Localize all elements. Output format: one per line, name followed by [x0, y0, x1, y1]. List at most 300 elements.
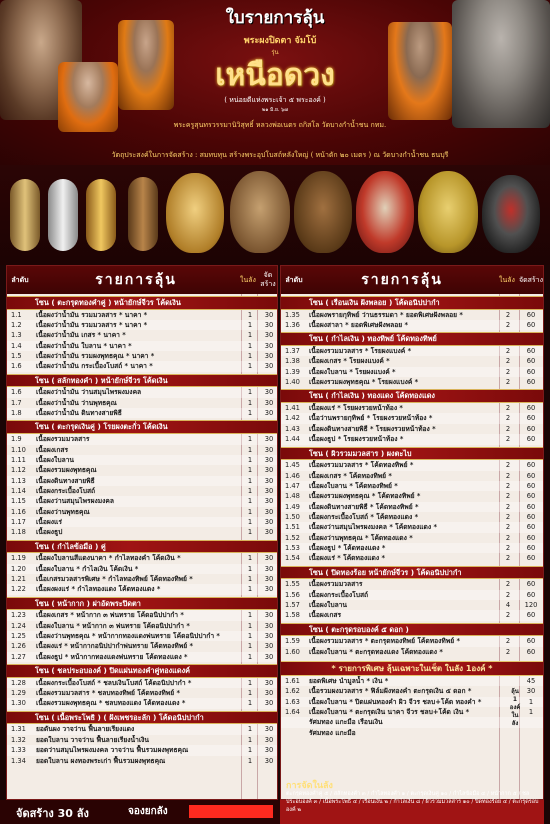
row-total: 60: [526, 502, 536, 511]
column-title: รายการลุ้น: [95, 271, 177, 288]
row-item: เนื้อผงว่าน้ำมัน กระเบื้องโบสถ์ * นาคา *: [36, 362, 153, 371]
table-row: [7, 351, 277, 361]
column-total: จัดสร้าง: [260, 271, 276, 288]
row-item: เนื้อผงแร่ * โค้ดทองแดง *: [309, 554, 385, 563]
row-count: 2: [505, 580, 511, 589]
table-row: [281, 590, 543, 600]
amulet-image: [294, 171, 352, 253]
row-count: 2: [505, 310, 511, 319]
row-number: 1.56: [285, 590, 300, 599]
table-row: [7, 610, 277, 620]
row-number: 1.31: [11, 725, 26, 734]
row-number: 1.11: [11, 455, 26, 464]
row-item: เนื้อผงธูป * หน้ากากทองแดงพ่นทราย โค้ดทองแดง *: [36, 652, 188, 661]
row-item: เนื้อผงเกสร: [309, 611, 342, 620]
row-count: 4: [505, 601, 511, 609]
row-count: 1: [247, 585, 253, 594]
table-row: [281, 502, 543, 512]
zone-header: โซน ( กำไลเงิน ) ทองทิพย์ โค้ดทองทิพย์: [281, 332, 543, 346]
table-row: [281, 424, 543, 434]
table-row: [281, 346, 543, 356]
row-number: 1.22: [11, 585, 26, 594]
row-total: 30: [264, 362, 274, 371]
column-title: รายการลุ้น: [361, 271, 443, 288]
table-row: [281, 686, 543, 696]
table-row: [281, 481, 543, 491]
header-banner: [0, 0, 550, 170]
row-item: เนื้อผงว่าน้ำมัน ใบลาน * นาคา *: [36, 341, 132, 350]
row-count: 1: [247, 331, 253, 340]
row-number: 1.10: [11, 445, 26, 454]
zone-header: โซน ( เรือนเงิน ฝังพลอย ) โค้ดอนิปปากำ: [281, 296, 543, 310]
row-count: 1: [247, 321, 253, 330]
row-count: 1: [247, 699, 253, 708]
table-row: [281, 356, 543, 366]
contact-title: การจัดในลัง: [286, 781, 333, 791]
amulet-gallery: [0, 165, 550, 265]
row-total: 60: [526, 321, 536, 330]
list-panel-right: [280, 265, 544, 800]
row-total: 30: [264, 689, 274, 698]
row-item: เนื้อผงว่าน้ำมัน ดินทางสายพิธี: [36, 409, 122, 418]
row-number: 1.29: [11, 689, 26, 698]
list-header: [281, 266, 543, 294]
row-item: เนื้อว่านพรายกุทิพย์ * โรยผงรวยหน้าท้อง *: [309, 414, 433, 423]
table-row: [7, 584, 277, 594]
row-count: 1: [247, 352, 253, 361]
row-number: 1.45: [285, 461, 300, 470]
table-row: [7, 631, 277, 641]
row-item: เนื้อผงรวมผงพุทธคุณ * โค้ดทองทิพย์ *: [309, 492, 421, 501]
row-total: 30: [264, 331, 274, 340]
row-count: 2: [505, 404, 511, 413]
row-total: 30: [264, 388, 274, 397]
row-count: 2: [505, 637, 511, 646]
row-number: 1.17: [11, 517, 26, 526]
row-number: 1.25: [11, 632, 26, 641]
model-prefix: รุ่น: [271, 49, 279, 56]
row-number: 1.23: [11, 611, 26, 620]
row-number: 1.6: [11, 362, 22, 371]
row-total: 60: [526, 512, 536, 521]
table-row: [281, 471, 543, 481]
table-row: [281, 413, 543, 423]
row-total: 30: [264, 409, 274, 418]
row-count: 1: [247, 689, 253, 698]
row-item: เนื้อผงว่าน้ำมัน รวมผงพุทธคุณ * นาคา *: [36, 352, 155, 361]
column-no: ลำดับ: [285, 275, 303, 284]
table-row: [7, 496, 277, 506]
row-total: 60: [526, 580, 536, 589]
row-count: 1: [247, 435, 253, 444]
subtitle: พระผงปิดตา จัมโบ้: [243, 36, 317, 46]
row-count: 1: [247, 388, 253, 397]
row-total: 60: [526, 357, 536, 366]
row-count: 1: [247, 455, 253, 464]
row-number: 1.8: [11, 409, 22, 418]
row-total: 60: [526, 554, 536, 563]
row-item: ยอดพิเศษ นำมูลน้ำ * เงิน *: [309, 677, 389, 686]
table-row: [7, 678, 277, 688]
row-count: 1: [247, 517, 253, 526]
row-item: เนื้อผงดินทางสายพิธี * โรยผงรวยหน้าท้อง *: [309, 424, 436, 433]
table-row: [7, 517, 277, 527]
table-row: [281, 697, 543, 707]
zone-header: โซน ( สลักทองคำ ) หน้ายักษ์จีวร โค้ดเงิน: [7, 374, 277, 388]
table-row: [7, 310, 277, 320]
contact-text: ตะกรุดทองคำคู่ ๕ / สลักทองคำ ๓ / กำไลทองคำ ๑ / ตะกรุดเงินคู่ ๑๐ / กำไลข้อมือ ๔ / หน้ากาก ๕ / ชลประอบองค์ ๓ / เนื้อพระโพธิ ๔ / เรือนเงิน ๒ / กำไลเงิน ๘ / ผิวรวมมวลสาร ๑๐ / ปิดทองร้อย ๔ / ตะกรุดรอบองค์ ๒: [286, 791, 539, 813]
special-list: [281, 676, 543, 738]
table-row: [281, 491, 543, 501]
monk-photo: [58, 62, 118, 132]
row-number: 1.46: [285, 471, 300, 480]
row-item: เนื้อผงใบลาน: [36, 455, 74, 464]
row-total: 30: [264, 486, 274, 495]
monk-names: พระครูสุนทรวรรมานิวิสุทธิ์ หลวงพ่อเนตร ถกิสโล วัดบางกำน้ำชน กทม.: [173, 121, 387, 129]
table-row: [281, 600, 543, 610]
row-number: 1.53: [285, 543, 300, 552]
row-item: เนื้อผงผงแร่ * กำไลทองแดง โค้ดทองแดง *: [36, 585, 161, 594]
row-total: 60: [526, 523, 536, 532]
table-row: [281, 533, 543, 543]
row-count: 2: [505, 611, 511, 620]
row-number: 1.4: [11, 341, 22, 350]
row-total: 30: [264, 642, 274, 651]
row-item: เนื้อผงเกสร * หน้ากาก ๓ พ่นทราย โค้ดอนิปปากำ *: [36, 611, 184, 620]
table-row: [281, 434, 543, 444]
row-count: 1: [247, 310, 253, 319]
zone-header: โซน ( กำไลข้อมือ ) คู่: [7, 540, 277, 554]
row-total: 60: [526, 637, 536, 646]
row-item: เนื้อผงแร่ * โรยผงรวยหน้าท้อง *: [309, 404, 403, 413]
table-row: [281, 636, 543, 646]
row-count: 2: [505, 321, 511, 330]
row-item: เนื้อผงรวมมวลสาร: [36, 435, 90, 444]
row-number: 1.49: [285, 502, 300, 511]
row-total: 30: [264, 398, 274, 407]
table-row: [7, 398, 277, 408]
table-row: [281, 610, 543, 620]
zone-header: โซน ( ตะกรุดทองคำคู่ ) หน้ายักษ์จีวร โค้ดเงิน: [7, 296, 277, 310]
row-count: 1: [247, 362, 253, 371]
row-total: 30: [264, 341, 274, 350]
row-count: 2: [505, 481, 511, 490]
row-item: เนื้อผงรวมมวลสาร: [309, 580, 363, 589]
row-item: เนื้อผงกระเบื้องโบสถ์ * ชลบเงินโบสถ์ โค้ดอนิปปากำ *: [36, 678, 192, 687]
row-item: เนื้อผงเกสร: [36, 445, 69, 454]
row-count: 1: [247, 564, 253, 573]
row-number: 1.39: [285, 367, 300, 376]
row-number: 1.63: [285, 697, 300, 706]
row-count: 1: [247, 632, 253, 641]
zone-header: โซน ( ชลประอบองค์ ) ปิดแผ่นทองคำคู่ทองแดงค์: [7, 664, 277, 678]
zone-header: โซน ( ผิวรวมมวลสาร ) ผงตะไบ: [281, 447, 543, 461]
row-item: เนื้อผงรวมมวลสาร * ตะกรุดทองทิพย์ โค้ดทองทิพย์ *: [309, 637, 460, 646]
table-row: [7, 652, 277, 662]
set-note-word: องค์: [509, 704, 521, 712]
row-number: 1.20: [11, 564, 26, 573]
table-row: [7, 445, 277, 455]
table-row: [281, 543, 543, 553]
row-total: 30: [264, 321, 274, 330]
zone-header: โซน ( ปิดทองร้อย หน้ายักษ์จีวร ) โค้ดอนิปปากำ: [281, 566, 543, 580]
row-item: เนื้อผงว่าน้ำมัน รวมมวลสาร * นาคา *: [36, 321, 148, 330]
row-total: 60: [526, 378, 536, 387]
row-total: 30: [264, 621, 274, 630]
row-count: 2: [505, 554, 511, 563]
row-count: 1: [247, 642, 253, 651]
row-total: 60: [526, 471, 536, 480]
row-count: 2: [505, 523, 511, 532]
row-count: 2: [505, 367, 511, 376]
row-number: 1.35: [285, 310, 300, 319]
row-item: เนื้อผงว่านพุทธคุณ: [36, 507, 90, 516]
table-row: [7, 527, 277, 537]
row-count: 1: [247, 507, 253, 516]
column-count: ในลัง: [499, 275, 515, 284]
row-total: 30: [264, 735, 274, 744]
row-item: เนื้อผงกระเบื้องโบสถ์: [36, 486, 96, 495]
amulet-image: [128, 177, 158, 251]
table-row: [281, 728, 543, 738]
row-number: 1.61: [285, 677, 300, 686]
row-item: เนื้อผงว่านพุทธคุณ * หน้ากากทองแดงพ่นทราย โค้ดอนิปปากำ *: [36, 632, 220, 641]
row-total: 30: [264, 756, 274, 765]
reserve-label: จองยกลัง: [128, 806, 168, 817]
row-count: 2: [505, 512, 511, 521]
zone-header: โซน ( หน้ากาก ) ฝาอัดพระปิดตา: [7, 597, 277, 611]
amulet-image: [86, 179, 116, 251]
row-number: 1.42: [285, 414, 300, 423]
row-item: เนื้อผงพรายกุทิพย์ ว่านธรรมดา * ยอดพิเศษฝังพลอย *: [309, 310, 463, 319]
table-row: [281, 320, 543, 330]
list-rows: [7, 294, 277, 766]
row-number: 1.9: [11, 435, 22, 444]
row-total: 60: [526, 310, 536, 319]
table-row: [7, 320, 277, 330]
row-item: เนื้อผงแร่ * หน้ากากอนิปปากำพ่นทราย โค้ดทองทิพย์ *: [36, 642, 193, 651]
row-number: 1.19: [11, 554, 26, 563]
row-total: 60: [526, 367, 536, 376]
row-number: 1.33: [11, 746, 26, 755]
row-total: 30: [264, 528, 274, 537]
table-row: [281, 647, 543, 657]
row-number: 1.54: [285, 554, 300, 563]
row-total: 60: [526, 543, 536, 552]
row-count: 1: [247, 341, 253, 350]
set-note-word: 1: [512, 696, 518, 704]
row-total: 60: [526, 590, 536, 599]
row-item: เนื้อผงแร่: [36, 517, 62, 526]
row-count: 1: [247, 486, 253, 495]
table-row: [7, 361, 277, 371]
row-item: ยอดใบลาน ผงทองพระเก่า ฟื้นรวมผงพุทธคุณ: [36, 756, 166, 765]
special-header: * รายการพิเศษ ลุ้นเฉพาะในเซ็ต ในลัง 1องค์ *: [281, 661, 543, 676]
monk-photo: [388, 22, 452, 120]
zone-header: โซน ( เนื้อพระโพธิ ) ( ฝังเพชรอะลัก ) โค้ดอนิปปากำ: [7, 711, 277, 725]
row-total: 60: [526, 611, 536, 620]
table-row: [7, 641, 277, 651]
list-panel-left: [6, 265, 278, 800]
row-count: 2: [505, 471, 511, 480]
monk-statue-photo: [452, 0, 550, 128]
row-number: 1.40: [285, 378, 300, 387]
row-count: 2: [505, 492, 511, 501]
row-number: 1.58: [285, 611, 300, 620]
amulet-image: [482, 175, 540, 253]
row-count: 1: [247, 574, 253, 583]
row-count: 2: [505, 357, 511, 366]
date-label: ๒๑ มิ.ย. ๖๗: [262, 107, 288, 113]
production-total: จัดสร้าง 30 ลัง: [16, 807, 89, 820]
row-item: เนื้อผงธูป * โค้ดทองแดง *: [309, 543, 386, 552]
row-number: 1.50: [285, 512, 300, 521]
row-count: 2: [505, 533, 511, 542]
redacted-contact: [189, 805, 273, 818]
table-row: [7, 455, 277, 465]
row-total: 30: [264, 574, 274, 583]
row-item: เนื้อผงว่าน้ำมัน ว่านสมุนไพรผงมงคล: [36, 388, 142, 397]
table-row: [7, 756, 277, 766]
row-total: 30: [264, 554, 274, 563]
column-no: ลำดับ: [11, 275, 29, 284]
table-row: [7, 698, 277, 708]
row-number: 1.55: [285, 580, 300, 589]
row-item: เนื้อผงรวมผงพุทธคุณ * โรยผงแบงค์ *: [309, 378, 419, 387]
list-rows: [281, 294, 543, 738]
row-number: 1.62: [285, 687, 300, 696]
row-item: เนื้อผงว่านพุทธคุณ * โค้ดทองแดง *: [309, 533, 413, 542]
row-item: เนื้อผงเกสร * โค้ดทองทิพย์ *: [309, 471, 392, 480]
row-count: 1: [247, 621, 253, 630]
row-total: 30: [526, 687, 536, 696]
row-total: 60: [526, 404, 536, 413]
row-item: เนื้อผงกระเบื้องโบสถ์ * โค้ดทองแดง *: [309, 512, 419, 521]
row-total: 30: [264, 445, 274, 454]
row-item: เนื้อผงว่าน้ำมัน รวมมวลสาร * นาคา *: [36, 310, 148, 319]
row-total: 30: [264, 352, 274, 361]
row-item: เนื้อผงว่าน้ำมัน เกสร * นาคา *: [36, 331, 126, 340]
row-count: 2: [505, 590, 511, 599]
model-note: ( หน่อยตีแห่งพระเจ้า ๕ พระองค์ ): [224, 96, 326, 104]
column-total: จัดสร้าง: [518, 275, 544, 284]
row-number: 1.60: [285, 647, 300, 656]
row-total: 60: [526, 647, 536, 656]
row-count: 2: [505, 347, 511, 356]
row-item: ยอดันผง วาจว่าน ฟื้นลายเรียงแดง: [36, 725, 135, 734]
table-row: [281, 522, 543, 532]
row-count: 2: [505, 502, 511, 511]
row-total: 30: [264, 652, 274, 661]
row-total: 30: [264, 455, 274, 464]
row-item: เนื้อผงกระเบื้องโบสถ์: [309, 590, 369, 599]
row-item: เนื้อผงใบลาน * ตะกรุดทองแดง โค้ดทองแดง *: [309, 647, 443, 656]
row-number: 1.3: [11, 331, 22, 340]
row-number: 1.37: [285, 347, 300, 356]
row-total: 60: [526, 481, 536, 490]
row-count: 1: [247, 678, 253, 687]
row-number: 1.59: [285, 637, 300, 646]
table-row: [281, 579, 543, 589]
amulet-image: [48, 179, 78, 251]
row-count: 1: [247, 725, 253, 734]
row-count: 1: [247, 497, 253, 506]
row-count: 2: [505, 414, 511, 423]
row-number: 1.47: [285, 481, 300, 490]
row-number: 1.38: [285, 357, 300, 366]
row-item: รัศมทอง แกะมือ เรือนเงิน: [309, 718, 383, 727]
row-count: 1: [247, 409, 253, 418]
row-count: 1: [247, 466, 253, 475]
table-row: [7, 574, 277, 584]
zone-header: โซน ( ตะกรุดเงินคู่ ) โรยผงตะกั่ว โค้ดเงิน: [7, 420, 277, 434]
row-total: 45: [526, 677, 536, 686]
table-row: [281, 403, 543, 413]
row-total: 30: [264, 310, 274, 319]
row-item: เนื้อผงใบลานสีแดงนาคา * กำไลทองคำ โค้ดเงิน *: [36, 554, 181, 563]
row-count: 2: [505, 647, 511, 656]
row-item: เนื้อผงสาลา * ยอดพิเศษฝังพลอย *: [309, 321, 408, 330]
monk-photo: [118, 20, 174, 110]
row-number: 1.36: [285, 321, 300, 330]
row-number: 1.15: [11, 497, 26, 506]
row-count: 1: [247, 445, 253, 454]
set-note-word: ลุ้น: [511, 688, 519, 696]
row-item: เนื้อผงรวมมวลสาร * โรยผงแบงค์ *: [309, 347, 412, 356]
row-total: 60: [526, 533, 536, 542]
row-item: เนื้อผงธูป * โรยผงรวยหน้าท้อง *: [309, 435, 404, 444]
row-count: 1: [247, 398, 253, 407]
row-count: 1: [247, 746, 253, 755]
row-item: เนื้อผงธูป: [36, 528, 63, 537]
list-header: [7, 266, 277, 294]
row-number: 1.7: [11, 398, 22, 407]
row-number: 1.13: [11, 476, 26, 485]
row-number: 1.43: [285, 424, 300, 433]
row-number: 1.51: [285, 523, 300, 532]
table-row: [7, 724, 277, 734]
row-total: 30: [264, 611, 274, 620]
row-total: 30: [264, 725, 274, 734]
row-total: 30: [264, 507, 274, 516]
row-item: เนื้อผงใบลาน: [309, 601, 347, 609]
row-total: 30: [264, 466, 274, 475]
row-count: 2: [505, 378, 511, 387]
table-row: [7, 465, 277, 475]
table-row: [7, 507, 277, 517]
table-row: [281, 377, 543, 387]
set-note: [508, 688, 522, 728]
amulet-image: [356, 171, 414, 253]
row-number: 1.27: [11, 652, 26, 661]
table-row: [7, 341, 277, 351]
row-total: 30: [264, 476, 274, 485]
table-row: [281, 676, 543, 686]
row-item: เนื้อผงใบลาน * หน้ากาก ๓ พ่นทราย โค้ดอนิปปากำ *: [36, 621, 190, 630]
row-number: 1.30: [11, 699, 26, 708]
row-item: เนื้อผงใบลาน * ตะกรุดเงิน นาคา จีวร ชลบ+โค้ด เงิน *: [309, 708, 470, 717]
row-number: 1.41: [285, 404, 300, 413]
row-item: เนื้อผงรวมมวลสาร * โค้ดทองทิพย์ *: [309, 461, 414, 470]
row-total: 30: [264, 497, 274, 506]
table-row: [7, 434, 277, 444]
row-total: 30: [264, 746, 274, 755]
row-item: ยอดว่านสมุนไพรผงมงคล วาจว่าน ฟื้นรวมผงพุทธคุณ: [36, 746, 189, 755]
row-count: 2: [505, 424, 511, 433]
row-number: 1.18: [11, 528, 26, 537]
set-note-word: ใน: [511, 712, 519, 720]
row-number: 1.2: [11, 321, 22, 330]
